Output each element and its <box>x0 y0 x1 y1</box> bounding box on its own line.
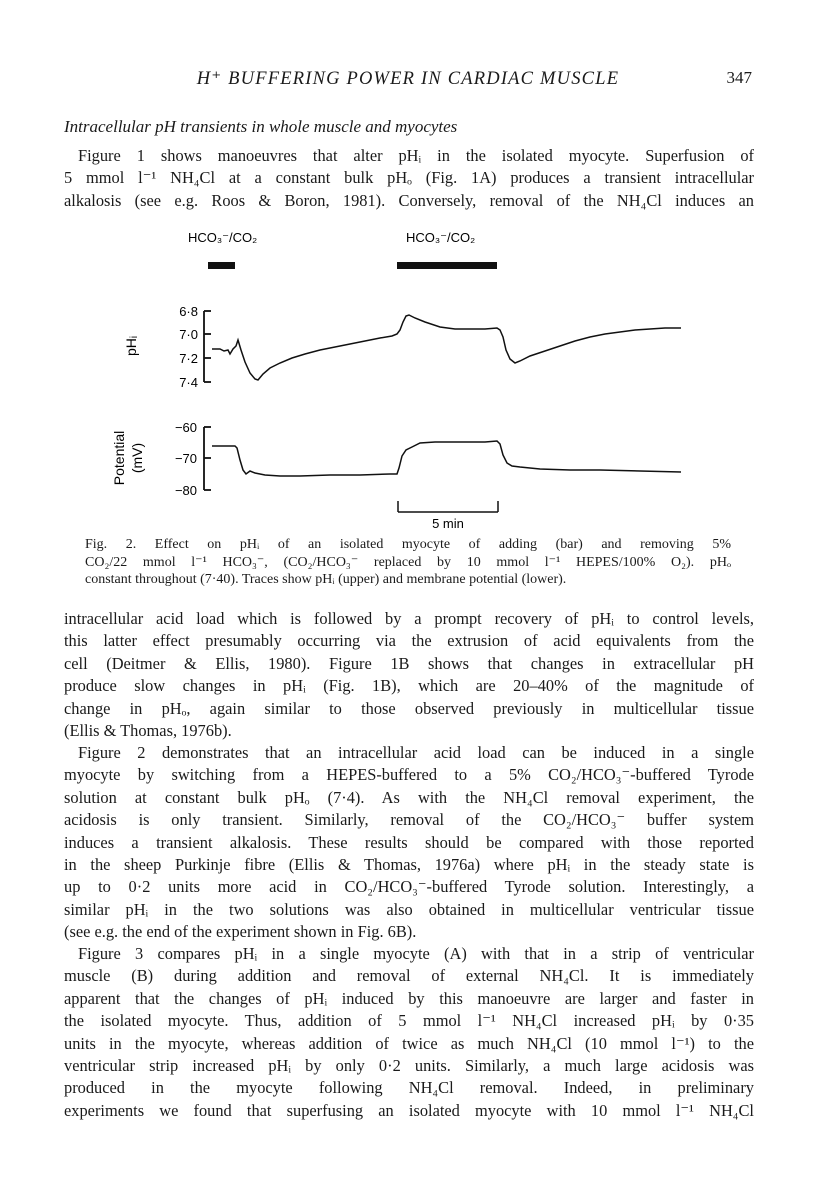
ph-axis <box>123 304 211 390</box>
potential-axis-unit: (mV) <box>129 442 145 474</box>
text-line: myocyte by switching from a HEPES-buffered to a 5% CO₂/HCO₃⁻-buffered Tyrode <box>64 765 754 785</box>
text-line: alkalosis (see e.g. Roos & Boron, 1981). Conversely, removal of the NH₄Cl induces an <box>64 190 754 210</box>
ph-tick-label: 6·8 <box>179 304 198 319</box>
bar-label-1: HCO₃⁻/CO₂ <box>188 230 258 245</box>
text-line: ventricular strip increased pHᵢ by only 0·2 units. Similarly, a much large acidosis was <box>64 1055 754 1075</box>
ph-trace <box>212 315 681 380</box>
figure-2-plot <box>100 222 720 532</box>
figure-2 <box>100 222 720 532</box>
running-head <box>64 68 752 92</box>
text-line: change in pHₒ, again similar to those observed previously in multicellular tissue <box>64 698 754 718</box>
text-line: intracellular acid load which is followed by a prompt recovery of pHᵢ to control levels, <box>64 609 754 628</box>
text-line: Figure 1 shows manoeuvres that alter pHᵢ in the isolated myocyte. Superfusion of <box>78 146 754 165</box>
solution-bar-2 <box>397 262 497 269</box>
text-line: cell (Deitmer & Ellis, 1980). Figure 1B shows that changes in extracellular pH <box>64 653 754 673</box>
caption-line: constant throughout (7·40). Traces show pHᵢ (upper) and membrane potential (lower). <box>85 572 567 587</box>
text-line: this latter effect presumably occurring via the extrusion of acid equivalents from the <box>64 631 754 651</box>
text-line: Figure 2 demonstrates that an intracellular acid load can be induced in a single <box>78 743 754 762</box>
running-title: H⁺ BUFFERING POWER IN CARDIAC MUSCLE <box>196 69 620 89</box>
text-line: produce slow changes in pHᵢ (Fig. 1B), which are 20–40% of the magnitude of <box>64 676 754 696</box>
text-line: induces a transient alkalosis. These results should be compared with those reported <box>64 832 754 852</box>
text-line: in the sheep Purkinje fibre (Ellis & Thomas, 1976a) where pHᵢ in the steady state is <box>64 854 754 874</box>
caption-line: Fig. 2. Effect on pHᵢ of an isolated myocyte of adding (bar) and removing 5% <box>85 537 731 552</box>
text-line: apparent that the changes of pHᵢ induced by this manoeuvre are larger and faster in <box>64 988 754 1008</box>
page-number: 347 <box>726 68 752 87</box>
text-line: the isolated myocyte. Thus, addition of 5 mmol l⁻¹ NH₄Cl increased pHᵢ by 0·35 <box>64 1011 754 1031</box>
potential-axis <box>111 420 211 498</box>
potential-axis-label: Potential <box>111 430 127 486</box>
text-line: 5 mmol l⁻¹ NH₄Cl at a constant bulk pHₒ (Fig. 1A) produces a transient intracellular <box>64 168 754 188</box>
text-line: solution at constant bulk pHₒ (7·4). As with the NH₄Cl removal experiment, the <box>64 787 754 807</box>
paragraph-4 <box>64 943 754 1122</box>
text-line: acidosis is only transient. Similarly, removal of the CO₂/HCO₃⁻ buffer system <box>64 810 754 830</box>
ph-axis-label: pHᵢ <box>123 335 139 357</box>
potential-tick-label: −70 <box>174 451 197 466</box>
time-scale-bar <box>398 501 498 531</box>
text-line: experiments we found that superfusing an isolated myocyte with 10 mmol l⁻¹ NH₄Cl <box>64 1100 754 1120</box>
ph-tick-label: 7·0 <box>179 327 198 342</box>
section-heading: Intracellular pH transients in whole muscle and myocytes <box>64 117 458 136</box>
paragraph-1 <box>64 145 754 212</box>
ph-tick-label: 7·2 <box>179 351 198 366</box>
bar-label-2: HCO₃⁻/CO₂ <box>406 230 476 245</box>
caption-line: CO₂/22 mmol l⁻¹ HCO₃⁻, (CO₂/HCO₃⁻ replaced by 10 mmol l⁻¹ HEPES/100% O₂). pHₒ <box>85 554 731 570</box>
figure-caption <box>85 536 731 589</box>
text-line: up to 0·2 units more acid in CO₂/HCO₃⁻-buffered Tyrode solution. Interestingly, a <box>64 877 754 897</box>
potential-tick-label: −80 <box>174 483 197 498</box>
paragraph-3 <box>64 742 754 944</box>
text-line: similar pHᵢ in the two solutions was also obtained in multicellular ventricular tissue <box>64 899 754 919</box>
text-line: units in the myocyte, whereas addition of twice as much NH₄Cl (10 mmol l⁻¹) to the <box>64 1033 754 1053</box>
text-line: (see e.g. the end of the experiment shown in Fig. 6B). <box>64 922 417 942</box>
ph-tick-label: 7·4 <box>179 375 198 390</box>
solution-bar-1 <box>208 262 235 269</box>
text-line: Figure 3 compares pHᵢ in a single myocyte (A) with that in a strip of ventricular <box>78 944 754 963</box>
potential-tick-label: −60 <box>174 420 197 435</box>
scale-bar-label: 5 min <box>432 516 464 531</box>
text-line: produced in the myocyte following NH₄Cl removal. Indeed, in preliminary <box>64 1078 754 1098</box>
text-line: muscle (B) during addition and removal of external NH₄Cl. It is immediately <box>64 966 754 986</box>
paragraph-2 <box>64 608 754 742</box>
text-line: (Ellis & Thomas, 1976b). <box>64 720 232 740</box>
potential-trace <box>212 441 681 476</box>
